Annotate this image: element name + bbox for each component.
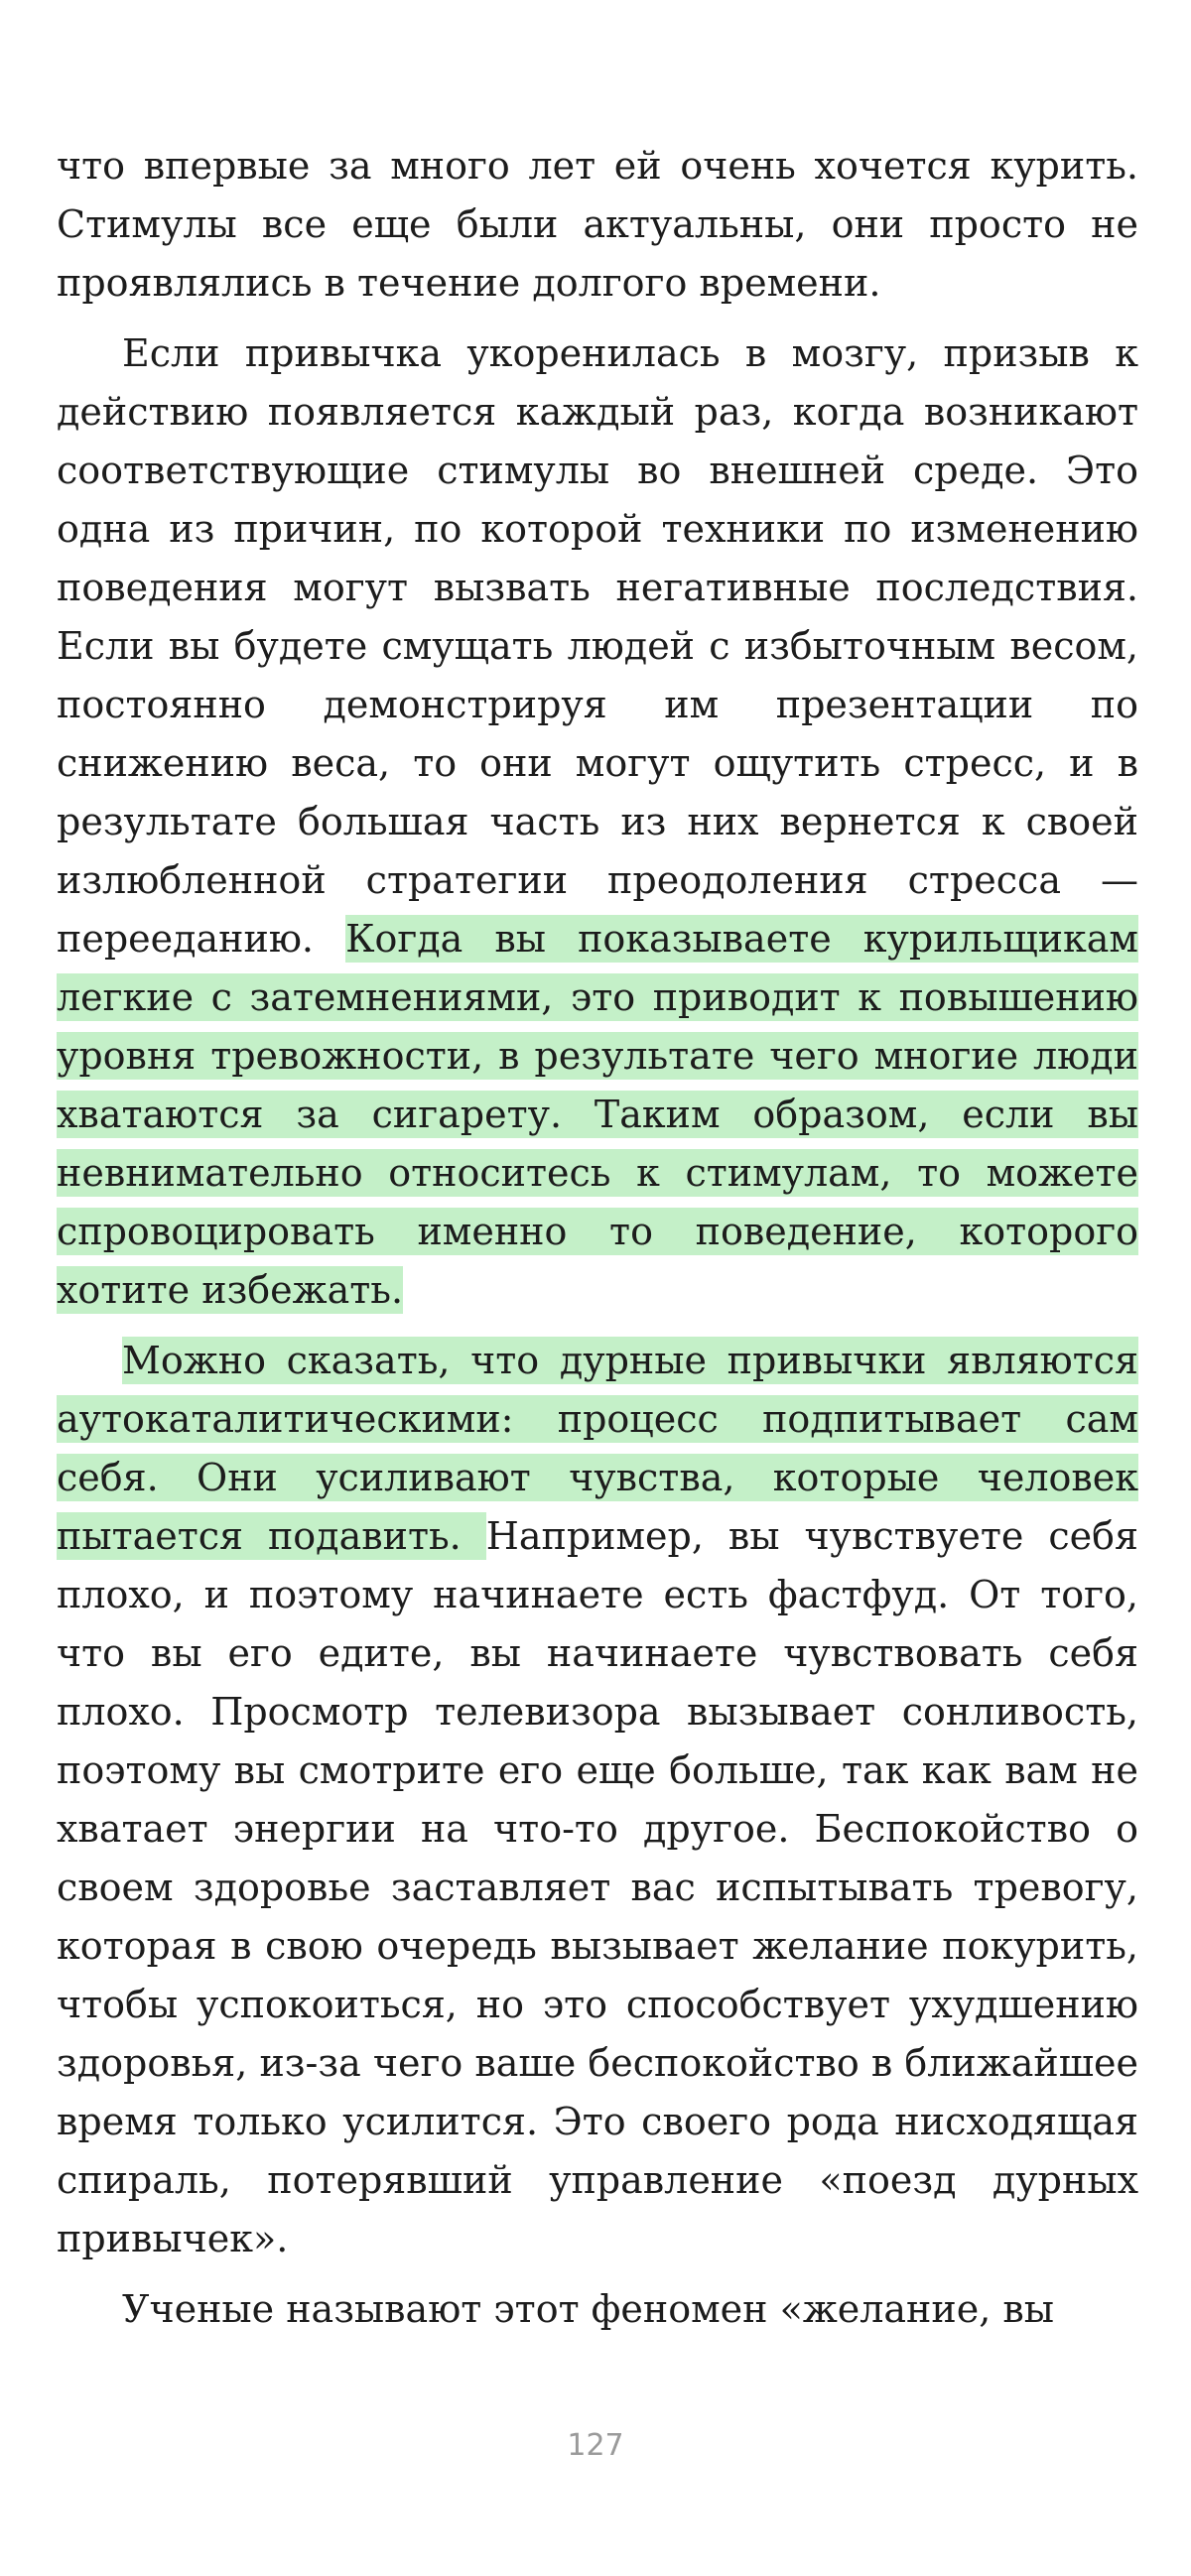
highlighted-text-segment[interactable]: Можно сказать, что дурные привычки являются аутокаталитическими: процесс подпитывает сам себя. Они усиливают чувства, которые человек пытается подавить. xyxy=(57,1339,1138,1558)
text-segment: Например, вы чувствуете себя плохо, и поэтому начинаете есть фастфуд. От того, что вы его едите, вы начинаете чувствовать себя плохо. Просмотр телевизора вызывает сонливость, поэтому вы смотрите его еще больше, так как вам не хватает энергии на что-то другое. Беспокойство о своем здоровье заставляет вас испытывать тревогу, которая в свою очередь вызывает желание покурить, чтобы успокоиться, но это способствует ухудшению здоровья, из-за чего ваше беспокойство в ближайшее время только усилится. Это своего рода нисходящая спираль, потерявший управление «поезд дурных привычек». xyxy=(57,1514,1138,2260)
page-number: 127 xyxy=(567,2428,624,2463)
text-segment: Если привычка укоренилась в мозгу, призыв к действию появляется каждый раз, когда возникают соответствующие стимулы во внешней среде. Это одна из причин, по которой техники по изменению поведения могут вызвать негативные последствия. Если вы будете смущать людей с избыточным весом, постоянно демонстрируя им презентации по снижению веса, то они могут ощутить стресс, и в результате большая часть из них вернется к своей излюбленной стратегии преодоления стресса — перееданию. xyxy=(57,331,1138,961)
paragraph xyxy=(57,1332,1138,2268)
highlighted-text-segment[interactable]: Когда вы показываете курильщикам легкие с затемнениями, это приводит к повышению уровня тревожности, в результате чего многие люди хватаются за сигарету. Таким образом, если вы невнимательно относитесь к стимулам, то можете спровоцировать именно то поведение, которого хотите избежать. xyxy=(57,917,1138,1312)
paragraph xyxy=(57,137,1138,313)
text-segment: что впервые за много лет ей очень хочется курить. Стимулы все еще были актуальны, они просто не проявлялись в течение долгого времени. xyxy=(57,144,1138,305)
paragraph xyxy=(57,324,1138,1320)
text-segment: Ученые называют этот феномен «желание, вы xyxy=(122,2287,1054,2331)
paragraph xyxy=(57,2280,1138,2339)
page-text xyxy=(57,137,1138,2339)
